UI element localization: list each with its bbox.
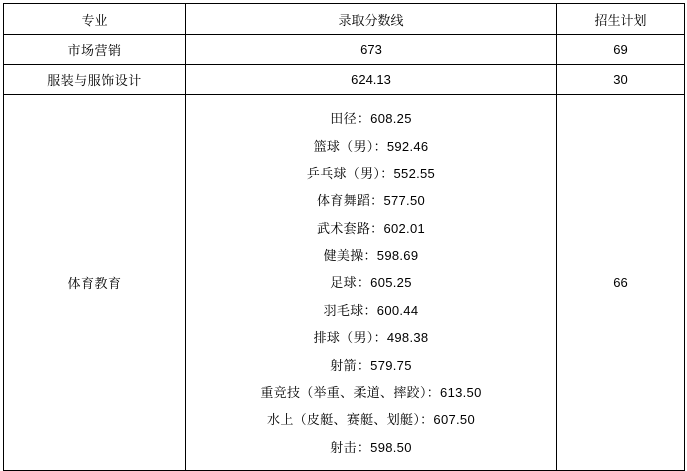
table-header-row (4, 4, 685, 35)
column-header-score: 录取分数线 (186, 4, 557, 35)
sport-score-item: 重竞技（举重、柔道、摔跤）：613.50 (260, 384, 482, 400)
sport-score-item: 射箭：579.75 (330, 357, 412, 373)
sport-score-item: 足球：605.25 (330, 275, 412, 291)
sport-score-item: 排球（男）：498.38 (313, 330, 429, 346)
sport-score-item: 射击：598.50 (330, 439, 412, 455)
sport-score-item: 羽毛球：600.44 (323, 302, 419, 318)
table-row (4, 65, 685, 95)
sport-score-item: 篮球（男）：592.46 (313, 138, 429, 154)
sport-score-item: 乒乓球（男）：552.55 (306, 165, 436, 181)
cell-score: 673 (186, 35, 557, 65)
cell-score-list (186, 95, 557, 471)
sport-score-item: 水上（皮艇、赛艇、划艇）：607.50 (267, 412, 475, 428)
cell-major: 体育教育 (4, 95, 186, 471)
cell-plan: 69 (557, 35, 685, 65)
admission-score-table (3, 3, 685, 471)
cell-major: 服装与服饰设计 (4, 65, 186, 95)
sport-score-item: 体育舞蹈：577.50 (316, 193, 426, 209)
sport-score-item: 健美操：598.69 (323, 248, 419, 264)
column-header-plan: 招生计划 (557, 4, 685, 35)
document-page (0, 3, 687, 455)
sport-score-list (186, 95, 556, 470)
sport-score-item: 武术套路：602.01 (316, 220, 426, 236)
cell-score: 624.13 (186, 65, 557, 95)
cell-plan: 30 (557, 65, 685, 95)
cell-plan: 66 (557, 95, 685, 471)
cell-major: 市场营销 (4, 35, 186, 65)
sport-score-item: 田径：608.25 (330, 111, 412, 127)
table-row (4, 35, 685, 65)
table-row-physical-education (4, 95, 685, 471)
column-header-major: 专业 (4, 4, 186, 35)
